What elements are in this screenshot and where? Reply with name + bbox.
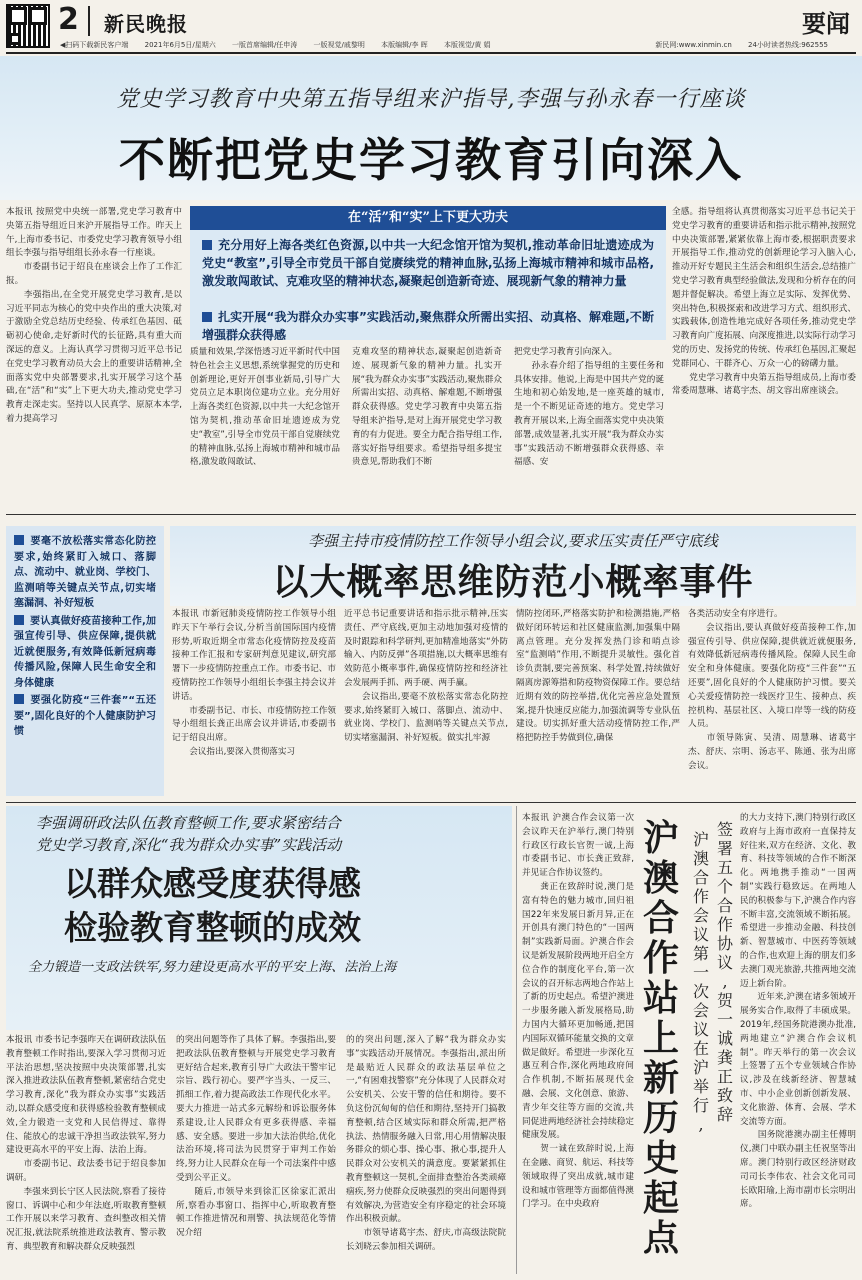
sidebar-point: 要毫不放松落实常态化防控要求,始终紧盯入城口、落脚点、流动中、就业岗、学校门、监测哨等关键点关节点,切实堵塞漏洞、补好短板 — [14, 536, 156, 609]
masthead-info-line — [60, 40, 856, 50]
article1-column-left: 本报讯 按照党中央统一部署,党史学习教育中央第五指导组近日来沪开展指导工作。昨天上午,上海市委书记、市委党史学习教育领导小组组长李强与指导组组长孙永春一行座谈。 市委副书记于绍良在座谈会上作了工作汇报。 李强指出,在全党开展党史学习教育,是以习近平同志为核心的党中央作出的重大决策,对于激励全党总结历史经验、传承红色基因、砥砺初心使命,走好新时代的长征路,具有重大而深远的意义。上海认真学习贯彻习近平总书记在党史学习教育动员大会上的重要讲话精神,全面落实党中央部署要求,扎实开展学习这个基础,在“活”和“实”上下更大功夫,推动党史学习教育走深走实。坚持以人民真学、原原本本学,着力提高学习 — [6, 207, 182, 424]
article4-subhead-2: 签 署 五 个 合 作 协 议 , 贺 一 诚 龚 正 致 辞 — [716, 820, 733, 1124]
article1-column-b3: 把党史学习教育引向深入。 孙永春介绍了指导组的主要任务和具体安排。他说,上海是中国共产党的诞生地和初心始发地,是一座英雄的城市,是一个不断见证奇迹的地方。党史学习教育开展以来,上海全面落实党中央决策部署,成效显著,扎实开展“我为群众办实事”实践活动不断增强群众获得感、幸福感、安 — [514, 347, 664, 468]
section-editor: 本版编辑/李 晖 — [381, 41, 428, 49]
square-bullet-icon — [14, 535, 24, 545]
article2-subtitle: 李强主持市疫情防控工作领导小组会议,要求压实责任严守底线 — [308, 532, 718, 550]
article2-column-3: 情防控闭环,严格落实防护和检测措施,严格做好闭环转运和社区健康监测,加强集中隔离点管理。充分发挥发热门诊和哨点诊室“监测哨”作用,不断提升灵敏性。强化首诊负责制,要完善预案、科学处置,持续做好隔离房源筹措和防疫物资保障工作。要总结近期有效的防控举措,优化完善应急处置预案,提升快速反应能力,加强流调等专业队伍建设。切实抓好重大活动疫情防控工作,严格把防控手势做到位,确保 — [516, 609, 680, 744]
article4-column-1: 本报讯 沪澳合作会议第一次会议昨天在沪举行,澳门特别行政区行政长官贺一诚,上海市委副书记、市长龚正致辞,并见证合作协议签约。 龚正在致辞时说,澳门是富有特色的魅力城市,回归祖国22年来发展日新月异,正在开创具有澳门特色的“一国两制”实践新局面。沪澳合作会议是新发展阶段两地开启全方位合作的制度化平台,第一次会议的召开标志两地合作站上了新的历史起点。希望沪澳进一步服务融入新发展格局,助力国内大循环更加畅通,把国内国际双循环能量交换的文章做足做好。希望进一步深化互惠互利合作,深化两地政府间合作机制,不断拓展现代金融、会展、文化创意、旅游、青少年交往等方面的交流,共同促进两地经济社会持续稳定健康发展。 贺一诚在致辞时说,上海在金融、商贸、航运、科技等领域取得了突出成就,城市建设和城市管理等方面都值得澳门学习。在中央政府 — [522, 813, 634, 1210]
highlight-item: 充分用好上海各类红色资源,以中共一大纪念馆开馆为契机,推动革命旧址遗迹成为党史“教室”,引导全市党员干部自觉赓续党的精神血脉,弘扬上海城市精神和城市品格,激发敢闯敢试、克难攻坚的精神状态,凝聚起创造新奇迹、展现新气象的精神力量 — [202, 238, 654, 288]
qr-caption: ◀扫码下载新民客户端 — [60, 41, 129, 49]
article3-subtitle: 李强调研政法队伍教育整顿工作,要求紧密结合 党史学习教育,深化“我为群众办实事”实践活动 — [36, 814, 342, 854]
section-visual: 本版视觉/黄 娟 — [443, 41, 491, 49]
visual-editor: 一版视觉/戚黎明 — [313, 41, 365, 49]
article1-highlight-box — [190, 206, 666, 340]
paper-name: 新民晚报 — [104, 12, 188, 36]
section-name: 要闻 — [802, 9, 850, 38]
article3-column-3: 的的突出问题,深入了解“我为群众办实事”实践活动开展情况。李强指出,派出所是最贴近人民群众的政法基层单位之一,“有困难找警察”充分体现了人民群众对公安机关、公安干警的信任和期待。要不负这份沉甸甸的信任和期待,坚持开门搞教育整顿,结合区域实际和群众所需,把严格执法、热情服务融入日常,用心用情解决服务群众的烦心事、操心事、揪心事,提升人民群众对公安机关的满意度。要紧紧抓住教育整顿这一契机,全面排查整治各类顽瘴痼疾,努力使群众反映强烈的突出问题得到有效解决,为营造安全有序稳定的社会环境作出积极贡献。 市领导诸葛宇杰、舒庆,市高级法院院长刘晓云参加相关调研。 — [346, 1035, 506, 1252]
article1-subtitle: 党史学习教育中央第五指导组来沪指导,李强与孙永春一行座谈 — [116, 87, 746, 112]
chief-editor: 一版首席编辑/任申涛 — [231, 41, 298, 49]
section-rule — [6, 802, 856, 803]
article2-banner — [170, 526, 856, 606]
sidebar-point: 要强化防疫“三件套”“五还要”,固化良好的个人健康防护习惯 — [14, 695, 156, 737]
article3-column-2: 的突出问题等作了具体了解。李强指出,要把政法队伍教育整顿与开展党史学习教育更好结合起来,教育引导广大政法干警牢记宗旨、践行初心。要严字当头、一反三、抓细工作,着力提高政法工作现代化水平。要大力推进一站式多元解纷和诉讼服务体系建设,让人民群众有更多获得感、幸福感、安全感。要进一步加大法治供给,优化法治环境,将司法为民贯穿于审判工作始终,努力让人民群众在每一个司法案件中感受到公平正义。 随后,市领导来到徐汇区徐家汇派出所,察看办事窗口、指挥中心,听取教育整顿工作推进情况和刑警、执法规范化等情况介绍 — [176, 1035, 336, 1239]
square-bullet-icon — [14, 694, 24, 704]
masthead — [0, 0, 862, 48]
article2-headline: 以大概率思维防范小概率事件 — [272, 562, 754, 603]
sidebar-point: 要认真做好疫苗接种工作,加强宣传引导、供应保障,提供就近就便服务,有效降低新冠病毒传播风险,保障人民生命安全和身体健康 — [14, 615, 156, 689]
article3-deck: 全力锻造一支政法铁军,努力建设更高水平的平安上海、法治上海 — [28, 960, 397, 975]
square-bullet-icon — [202, 240, 212, 250]
issue-date: 2021年6月5日/星期六 — [144, 41, 216, 49]
article2-column-2: 近平总书记重要讲话和指示批示精神,压实责任、严守底线,更加主动地加强对疫情的及时跟踪和科学研判,更加精准地落实“外防输入、内防反弹”各项措施,以大概率思维有效防范小概率事件,确保疫情防控和经济社会发展两手抓、两手硬、两手赢。 会议指出,要毫不放松落实常态化防控要求,始终紧盯入城口、落脚点、流动中、就业岗、学校门、监测哨等关键点关节点,切实堵塞漏洞、补好短板。做实扎牢源 — [344, 609, 508, 744]
article1-headline: 不断把党史学习教育引向深入 — [119, 133, 743, 187]
hotline: 24小时读者热线:962555 — [748, 41, 828, 49]
section-rule — [6, 514, 856, 515]
article2-column-4: 各类活动安全有序进行。 会议指出,要认真做好疫苗接种工作,加强宣传引导、供应保障,提供就近就便服务,有效降低新冠病毒传播风险。保障人民生命安全和身体健康。要强化防疫“三件套”“五还要”,固化良好的个人健康防护习惯。要关心关爱疫情防控一线医疗卫生、接种点、疾控机构、基层社区、入境口岸等一线的防疫人员。 市领导陈寅、吴清、周慧琳、诸葛宇杰、舒庆、宗明、汤志平、陈通、张为出席会议。 — [688, 609, 856, 771]
highlight-item: 扎实开展“我为群众办实事”实践活动,聚焦群众所需出实招、动真格、解难题,不断增强群众获得感 — [202, 310, 654, 342]
page-number: 2 — [58, 2, 79, 37]
article1-column-right: 全感。指导组将认真贯彻落实习近平总书记关于党史学习教育的重要讲话和指示批示精神,按照党中央决策部署,紧紧依靠上海市委,根据职责要求开展指导工作,推动党的创新理论学习入脑入心,推动开好专题民主生活会和组织生活会,总结推广党史学习教育典型经验做法,发现和分析存在的问题并督促解决。希望上海立足实际、发挥优势、突出特色,积极探索和改进学习方式、组织形式、实践载体,创造性地完成好各项任务,推动党史学习教育向广度拓展、向深度推进,以实际行动学习党的历史、发扬党的传统、传承红色基因,汇聚起党群同心、干群齐心、万众一心的磅礴力量。 党史学习教育中央第五指导组成员,上海市委常委周慧琳、诸葛宇杰、胡文容出席座谈会。 — [672, 207, 856, 397]
article1-column-b2: 克难攻坚的精神状态,凝聚起创造新奇迹、展现新气象的精神力量。扎实开展“我为群众办实事”实践活动,聚焦群众所需出实招、动真格、解难题,不断增强群众获得感。党史学习教育中央第五指导组来沪指导,是对上海开展党史学习教育的有力促进。要全力配合指导组工作,落实好指导组要求。希望指导组多提宝贵意见,帮助我们不断 — [352, 347, 502, 468]
article3-headline: 以群众感受度获得感 检验教育整顿的成效 — [64, 864, 361, 947]
article3-banner — [6, 806, 512, 1030]
website: 新民网:www.xinmin.cn — [655, 41, 732, 49]
square-bullet-icon — [202, 312, 212, 322]
article3-column-1: 本报讯 市委书记李强昨天在调研政法队伍教育整顿工作时指出,要深入学习贯彻习近平法治思想,坚决按照中央决策部署,扎实深入推进政法队伍教育整顿,紧密结合党史学习教育,深化“我为群众办实事”实践活动,以群众感受度和获得感检验教育整顿成效,全力锻造一支党和人民信得过、靠得住、能放心的忠诚干净担当政法铁军,努力建设更高水平的平安上海、法治上海。 市委副书记、政法委书记于绍良参加调研。 李强来到长宁区人民法院,察看了接待窗口、诉调中心和少年法庭,听取教育整顿工作开展以来学习教育、查纠整改相关情况汇报,就法院系统推进政法教育、警示教育、典型教育和解决群众反映强烈 — [6, 1035, 166, 1252]
square-bullet-icon — [14, 615, 24, 625]
column-divider — [516, 806, 517, 1274]
article1-banner — [0, 56, 862, 200]
qr-code[interactable] — [6, 4, 50, 48]
article1-column-b1: 质量和效果,学深悟透习近平新时代中国特色社会主义思想,系统掌握党的历史和创新理论,更好开创事业新局,引导广大党员立足本职岗位建功立业。充分用好上海各类红色资源,以中共一大纪念馆开馆为契机,推动革命旧址遗迹成为党史“教室”,引导全市党员干部自觉赓续党的精神血脉,弘扬上海城市精神和城市品格,激发敢闯敢试、 — [190, 347, 340, 468]
article4-column-2: 的大力支持下,澳门特别行政区政府与上海市政府一直保持友好往来,双方在经济、文化、教育、科技等领域的合作不断深化。两地携手推动“一国两制”实践行稳致远。在两地人民的积极参与下,沪澳合作内容不断丰富,交流领域不断拓展。希望进一步推动金融、科技创新、智慧城市、中医药等领域的合作,也欢迎上海的朋友们多去澳门观光旅游,共推两地交流迈上新台阶。 近年来,沪澳在诸多领域开展务实合作,取得了丰硕成果。2019年,经国务院港澳办批准,两地建立“沪澳合作会议机制”。昨天举行的第一次会议上签署了五个专业领域合作协议,涉及在线新经济、智慧城市、中小企业创新创新发展、文化旅游、体育、会展、学术交流等方面。 国务院港澳办副主任傅明仪,澳门中联办副主任祝坚等出席。澳门特别行政区经济财政司司长李伟农、社会文化司司长欧阳瑜,上海市副市长宗明出席。 — [740, 813, 856, 1210]
article4-subhead-1: 沪 澳 合 作 会 议 第 一 次 会 议 在 沪 举 行 , — [692, 830, 709, 1134]
article2-sidebar — [6, 526, 164, 796]
masthead-divider — [88, 6, 90, 36]
article2-column-1: 本报讯 市新冠肺炎疫情防控工作领导小组昨天下午举行会议,分析当前国际国内疫情形势,听取近期全市常态化疫情防控及疫苗接种工作汇报和专家研判意见建议,研究部署下一步疫情防控重点工作。市委书记、市疫情防控工作领导小组组长李强主持会议并讲话。 市委副书记、市长、市疫情防控工作领导小组组长龚正出席会议并讲话,市委副书记于绍良出席。 会议指出,要深入贯彻落实习 — [172, 609, 336, 757]
masthead-rule — [6, 52, 856, 54]
article4-headline: 沪 澳 合 作 站 上 新 历 史 起 点 — [642, 817, 679, 1259]
highlight-title: 在“活”和“实”上下更大功夫 — [190, 206, 666, 230]
